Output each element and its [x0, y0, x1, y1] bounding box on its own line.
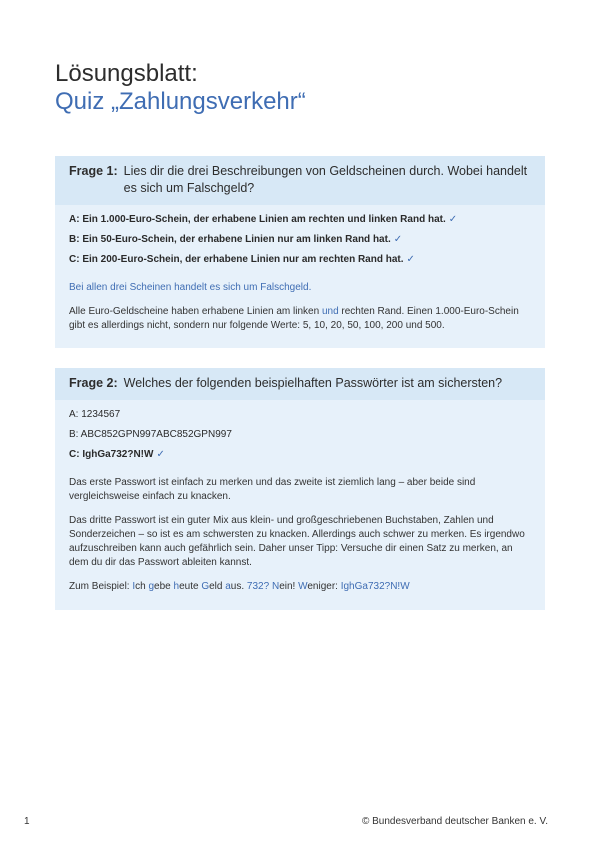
option-c-text: C: Ein 200-Euro-Schein, der erhabene Linien nur am rechten Rand hat.: [69, 254, 404, 265]
title-line-2: Quiz „Zahlungsverkehr“: [55, 88, 306, 115]
option-c: [69, 448, 531, 462]
copyright-notice: © Bundesverband deutscher Banken e. V.: [361, 816, 548, 827]
question-1-body: [55, 205, 545, 353]
explanation-paragraph-2: Das dritte Passwort ist ein guter Mix aus klein- und großgeschriebenen Buchstaben, Zahlen und Sonderzeichen – so ist es am schwersten zu knacken. Allerdings auch schwer zu merken. Es irgendwo aufzuschreiben kann auch gefährlich sein. Daher unser Tipp: Versuche dir einen Satz zu merken, an dem du dir das Passwort ableiten kannst.: [69, 515, 525, 568]
question-2-body: [55, 400, 545, 614]
option-a: A: 1234567: [69, 409, 121, 420]
page-title: [55, 60, 535, 116]
option-a: [69, 213, 531, 227]
question-1-label: Frage 1:: [69, 164, 118, 178]
page-number: 1: [24, 816, 30, 827]
option-b: B: ABC852GPN997ABC852GPN997: [69, 429, 232, 440]
option-c-text: C: IghGa732?N!W: [69, 449, 154, 460]
option-b-text: B: Ein 50-Euro-Schein, der erhabene Linien nur am linken Rand hat.: [69, 234, 391, 245]
question-1-card: [55, 156, 545, 348]
option-a-text: A: Ein 1.000-Euro-Schein, der erhabene Linien am rechten und linken Rand hat.: [69, 214, 446, 225]
check-icon: ✓: [448, 214, 458, 225]
explanation-paragraph-1: Das erste Passwort ist einfach zu merken und das zweite ist ziemlich lang – aber beide sind vergleichsweise einfach zu knacken.: [69, 477, 476, 502]
example-sentence: Zum Beispiel: Ich gebe heute Geld aus. 732? Nein! Weniger: IghGa732?N!W: [69, 581, 410, 592]
question-2-text: Welches der folgenden beispielhaften Passwörter ist am sichersten?: [123, 376, 503, 390]
check-icon: ✓: [393, 234, 403, 245]
question-1-text: Lies dir die drei Beschreibungen von Geldscheinen durch. Wobei handelt es sich um Falschgeld?: [123, 164, 528, 195]
question-2-card: [55, 368, 545, 610]
check-icon: ✓: [156, 449, 165, 460]
option-c: [69, 253, 531, 267]
question-2-header: [55, 368, 545, 400]
question-2-label: Frage 2:: [69, 376, 118, 390]
option-b: [69, 233, 531, 247]
check-icon: ✓: [406, 254, 415, 265]
explanation-text: Alle Euro-Geldscheine haben erhabene Linien am linken und rechten Rand. Einen 1.000-Euro-Schein gibt es allerdings nicht, sondern nur folgende Werte: 5, 10, 20, 50, 100, 200 und 500.: [69, 306, 519, 331]
title-line-1: Lösungsblatt:: [55, 60, 198, 87]
question-1-header: [55, 156, 545, 205]
answer-text: Bei allen drei Scheinen handelt es sich um Falschgeld.: [69, 282, 312, 293]
